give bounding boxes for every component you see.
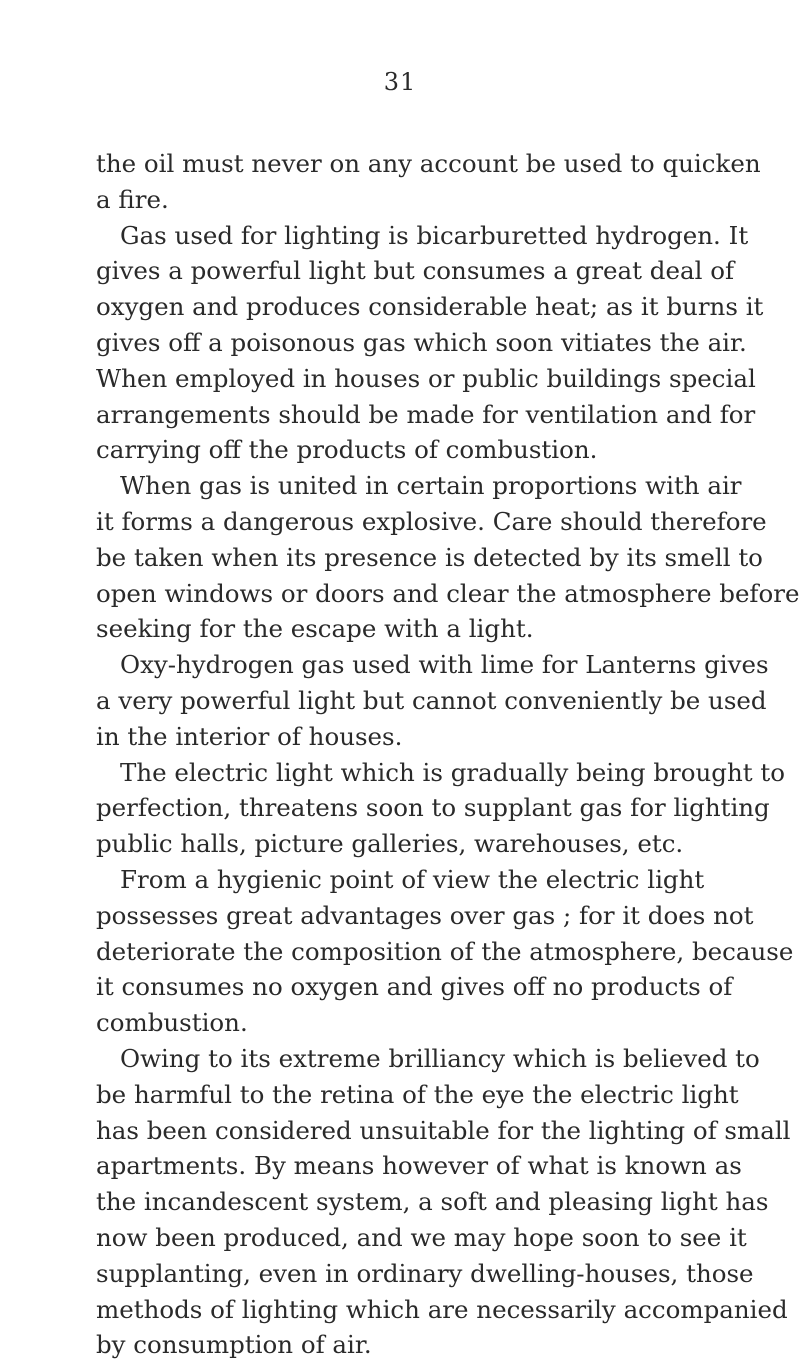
text-line: public halls, picture galleries, warehouses, etc. <box>96 829 684 859</box>
text-line: apartments. By means however of what is known as <box>96 1151 742 1181</box>
text-line: in the interior of houses. <box>96 721 403 751</box>
text-line: it consumes no oxygen and gives off no products of <box>96 972 733 1002</box>
text-line: Oxy-hydrogen gas used with lime for Lanterns gives <box>120 650 769 680</box>
text-line: When employed in houses or public buildings special <box>96 363 756 393</box>
text-line: deteriorate the composition of the atmosphere, because <box>96 936 794 966</box>
text-line: now been produced, and we may hope soon to see it <box>96 1222 747 1252</box>
text-line: From a hygienic point of view the electric light <box>120 864 705 894</box>
text-line: perfection, threatens soon to supplant gas for lighting <box>96 793 770 823</box>
text-line: arrangements should be made for ventilation and for <box>96 399 756 429</box>
text-line: Owing to its extreme brilliancy which is believed to <box>120 1043 760 1073</box>
text-line: The electric light which is gradually being brought to <box>120 757 785 787</box>
text-line: supplanting, even in ordinary dwelling-houses, those <box>96 1258 754 1288</box>
text-line: methods of lighting which are necessarily accompanied <box>96 1294 788 1324</box>
text-line: has been considered unsuitable for the lighting of small <box>96 1115 791 1145</box>
text-line: be taken when its presence is detected by its smell to <box>96 542 763 572</box>
text-line: a fire. <box>96 184 169 214</box>
text-line: by consumption of air. <box>96 1330 372 1360</box>
text-line: open windows or doors and clear the atmosphere before <box>96 578 800 608</box>
text-line: be harmful to the retina of the eye the electric light <box>96 1079 739 1109</box>
text-line: seeking for the escape with a light. <box>96 614 534 644</box>
text-line: oxygen and produces considerable heat; as it burns it <box>96 292 764 322</box>
text-line: a very powerful light but cannot conveniently be used <box>96 685 767 715</box>
text-line: possesses great advantages over gas ; for it does not <box>96 900 754 930</box>
page-number: 31 <box>383 68 417 96</box>
text-line: the incandescent system, a soft and pleasing light has <box>96 1187 769 1217</box>
text-line: Gas used for lighting is bicarburetted hydrogen. It <box>120 220 749 250</box>
text-line: the oil must never on any account be used to quicken <box>96 149 761 178</box>
text-line: gives off a poisonous gas which soon vitiates the air. <box>96 327 747 357</box>
text-line: carrying off the products of combustion. <box>96 435 598 465</box>
text-line: it forms a dangerous explosive. Care should therefore <box>96 506 767 536</box>
text-line: When gas is united in certain proportions with air <box>120 471 742 501</box>
body-text <box>96 146 800 1363</box>
text-line: combustion. <box>96 1008 248 1038</box>
text-line: gives a powerful light but consumes a great deal of <box>96 256 735 286</box>
